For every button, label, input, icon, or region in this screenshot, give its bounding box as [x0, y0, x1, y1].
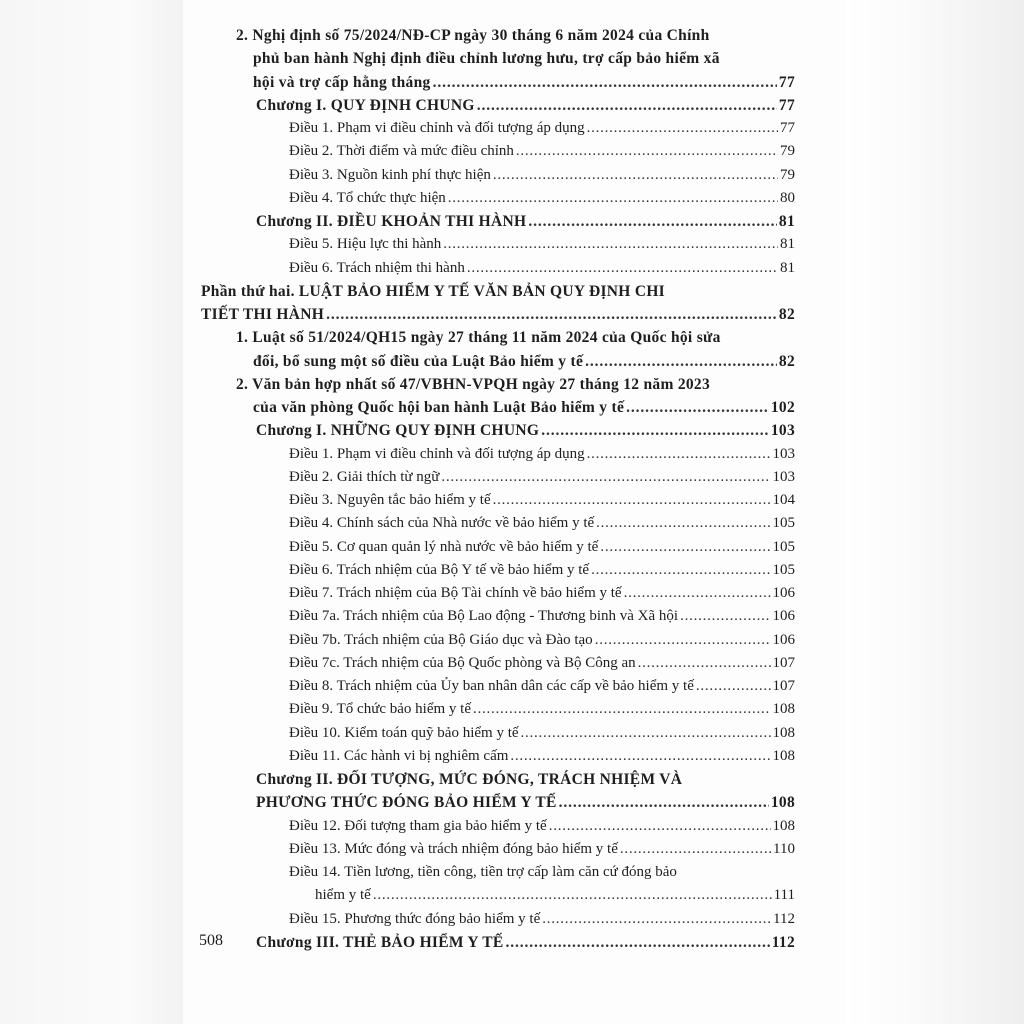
toc-entry-title: của văn phòng Quốc hội ban hành Luật Bảo hiểm y tế — [253, 399, 625, 416]
toc-entry-title: Chương II. ĐIỀU KHOẢN THI HÀNH — [256, 213, 527, 230]
toc-entry-title: Điều 7c. Trách nhiệm của Bộ Quốc phòng và Bộ Công an — [289, 654, 636, 671]
toc-page-number: 103 — [772, 445, 795, 462]
dot-leader — [326, 306, 777, 324]
toc-page-number: 108 — [772, 747, 795, 764]
dot-leader — [549, 818, 771, 835]
toc-entry-title: Điều 1. Phạm vi điều chỉnh và đối tượng áp dụng — [289, 445, 585, 462]
dot-leader — [591, 562, 770, 579]
toc-entry-title: Điều 6. Trách nhiệm thi hành — [289, 259, 465, 276]
toc-page-number: 106 — [772, 631, 795, 648]
toc-page-number: 107 — [772, 678, 795, 694]
toc-entry-title: Điều 14. Tiền lương, tiền công, tiền trợ cấp làm căn cứ đóng bảo — [289, 864, 677, 880]
dot-leader — [506, 934, 770, 952]
toc-entry-title: 2. Nghị định số 75/2024/NĐ-CP ngày 30 tháng 6 năm 2024 của Chính — [236, 27, 710, 44]
toc-entry-title: Điều 13. Mức đóng và trách nhiệm đóng bảo hiểm y tế — [289, 840, 618, 857]
toc-entry-title: Điều 2. Thời điểm và mức điều chỉnh — [289, 143, 514, 160]
toc-page-number: 108 — [772, 701, 795, 718]
dot-leader — [638, 655, 771, 672]
book-page — [183, 0, 846, 1024]
dot-leader — [542, 911, 771, 928]
toc-entry-title: Điều 12. Đối tượng tham gia bảo hiểm y tế — [289, 817, 547, 834]
toc-entry-title: TIẾT THI HÀNH — [201, 306, 325, 323]
dot-leader — [600, 539, 770, 556]
toc-entry-title: 1. Luật số 51/2024/QH15 ngày 27 tháng 11 năm 2024 của Quốc hội sửa — [236, 329, 721, 347]
dot-leader — [587, 120, 778, 137]
toc-entry-title: hiểm y tế — [315, 887, 371, 904]
toc-page-number: 108 — [770, 794, 795, 812]
toc-page-number: 77 — [778, 73, 795, 91]
toc-page-number: 102 — [770, 399, 795, 416]
toc-entry-title: Điều 3. Nguồn kinh phí thực hiện — [289, 166, 491, 183]
dot-leader — [516, 143, 778, 160]
toc-page-number: 107 — [772, 654, 795, 671]
toc-entry-title: Điều 4. Chính sách của Nhà nước về bảo hiểm y tế — [289, 515, 595, 532]
toc-entry-title: Điều 1. Phạm vi điều chỉnh và đối tượng áp dụng — [289, 120, 585, 136]
dot-leader — [510, 748, 770, 765]
toc-entry-title: Chương I. NHỮNG QUY ĐỊNH CHUNG — [256, 422, 540, 440]
toc-entry-title: Điều 9. Tổ chức bảo hiểm y tế — [289, 701, 471, 718]
left-page-margin — [0, 0, 183, 1024]
toc-entry-title: Điều 7. Trách nhiệm của Bộ Tài chính về bảo hiểm y tế — [289, 585, 622, 601]
toc-entry-title: PHƯƠNG THỨC ĐÓNG BẢO HIỂM Y TẾ — [256, 794, 557, 812]
toc-entry-title: Chương II. ĐỐI TƯỢNG, MỨC ĐÓNG, TRÁCH NHIỆM VÀ — [256, 771, 683, 788]
dot-leader — [696, 678, 771, 695]
dot-leader — [448, 190, 778, 207]
toc-entry-title: Điều 10. Kiểm toán quỹ bảo hiểm y tế — [289, 724, 519, 741]
toc-entry-title: đổi, bổ sung một số điều của Luật Bảo hiểm y tế — [253, 352, 584, 370]
toc-entry-title: Điều 2. Giải thích từ ngữ — [289, 468, 440, 485]
toc-entry-title: 2. Văn bản hợp nhất số 47/VBHN-VPQH ngày 27 tháng 12 năm 2023 — [236, 375, 711, 393]
toc-page-number: 82 — [778, 352, 795, 370]
toc-page-number: 81 — [780, 259, 795, 276]
toc-page-number: 112 — [773, 910, 795, 927]
toc-entry-title: Điều 6. Trách nhiệm của Bộ Y tế về bảo hiểm y tế — [289, 561, 590, 578]
toc-page-number: 81 — [778, 213, 795, 230]
dot-leader — [596, 515, 770, 532]
dot-leader — [587, 446, 771, 463]
dot-leader — [441, 469, 770, 486]
dot-leader — [433, 74, 777, 92]
toc-page-number: 79 — [780, 166, 795, 183]
toc-page-number: 112 — [771, 933, 795, 951]
dot-leader — [467, 260, 778, 277]
dot-leader — [521, 725, 771, 742]
dot-leader — [559, 794, 769, 812]
toc-page-number: 79 — [780, 143, 795, 160]
toc-entry-title: Điều 8. Trách nhiệm của Ủy ban nhân dân các cấp về bảo hiểm y tế — [289, 678, 694, 694]
toc-entry-title: Chương I. QUY ĐỊNH CHUNG — [256, 96, 475, 114]
toc-entry-title: hội và trợ cấp hằng tháng — [253, 73, 431, 91]
toc-entry-title: Điều 3. Nguyên tắc bảo hiểm y tế — [289, 492, 491, 508]
dot-leader — [473, 701, 771, 718]
dot-leader — [620, 841, 771, 858]
toc-entry-title: Chương III. THẺ BẢO HIỂM Y TẾ — [256, 933, 504, 951]
toc-entry-title: Điều 7a. Trách nhiệm của Bộ Lao động - Thương binh và Xã hội — [289, 608, 679, 625]
dot-leader — [624, 585, 771, 602]
toc-page-number: 105 — [772, 538, 795, 555]
toc-page-number: 105 — [772, 515, 795, 532]
toc-page-number: 111 — [773, 887, 795, 904]
toc-page-number: 80 — [780, 189, 795, 206]
toc-page-number: 106 — [772, 608, 795, 625]
toc-entry-title: Điều 11. Các hành vi bị nghiêm cấm — [289, 747, 509, 764]
dot-leader — [443, 236, 778, 253]
toc-page-number: 82 — [778, 306, 795, 323]
toc-entry-title: Điều 5. Cơ quan quản lý nhà nước về bảo hiểm y tế — [289, 538, 599, 555]
toc-page-number: 105 — [772, 561, 795, 578]
page-number: 508 — [199, 932, 223, 949]
dot-leader — [541, 422, 769, 440]
dot-leader — [585, 353, 777, 371]
toc-entry-title: Điều 5. Hiệu lực thi hành — [289, 236, 442, 253]
toc-page-number: 104 — [772, 492, 795, 508]
dot-leader — [493, 492, 771, 509]
dot-leader — [493, 167, 778, 184]
toc-page-number: 77 — [780, 120, 795, 136]
toc-page-number: 110 — [773, 840, 795, 857]
toc-page-number: 103 — [772, 468, 795, 485]
toc-entry-title: Phần thứ hai. LUẬT BẢO HIỂM Y TẾ VĂN BẢN QUY ĐỊNH CHI — [201, 282, 666, 300]
dot-leader — [528, 213, 777, 231]
dot-leader — [680, 608, 770, 625]
toc-page-number: 108 — [772, 724, 795, 741]
toc-page-number: 77 — [778, 96, 795, 114]
right-background — [846, 0, 1024, 1024]
dot-leader — [626, 399, 769, 417]
toc-page-number: 103 — [770, 422, 795, 440]
toc-page-number: 106 — [772, 585, 795, 601]
toc-entry-title: phủ ban hành Nghị định điều chỉnh lương hưu, trợ cấp bảo hiểm xã — [253, 50, 720, 68]
toc-page-number: 108 — [772, 817, 795, 834]
toc-entry-title: Điều 7b. Trách nhiệm của Bộ Giáo dục và Đào tạo — [289, 631, 593, 648]
toc-entry-title: Điều 4. Tổ chức thực hiện — [289, 189, 446, 206]
dot-leader — [595, 632, 771, 649]
toc-entry-title: Điều 15. Phương thức đóng bảo hiểm y tế — [289, 910, 541, 927]
toc-page-number: 81 — [780, 236, 795, 253]
dot-leader — [477, 97, 777, 115]
dot-leader — [373, 887, 772, 904]
